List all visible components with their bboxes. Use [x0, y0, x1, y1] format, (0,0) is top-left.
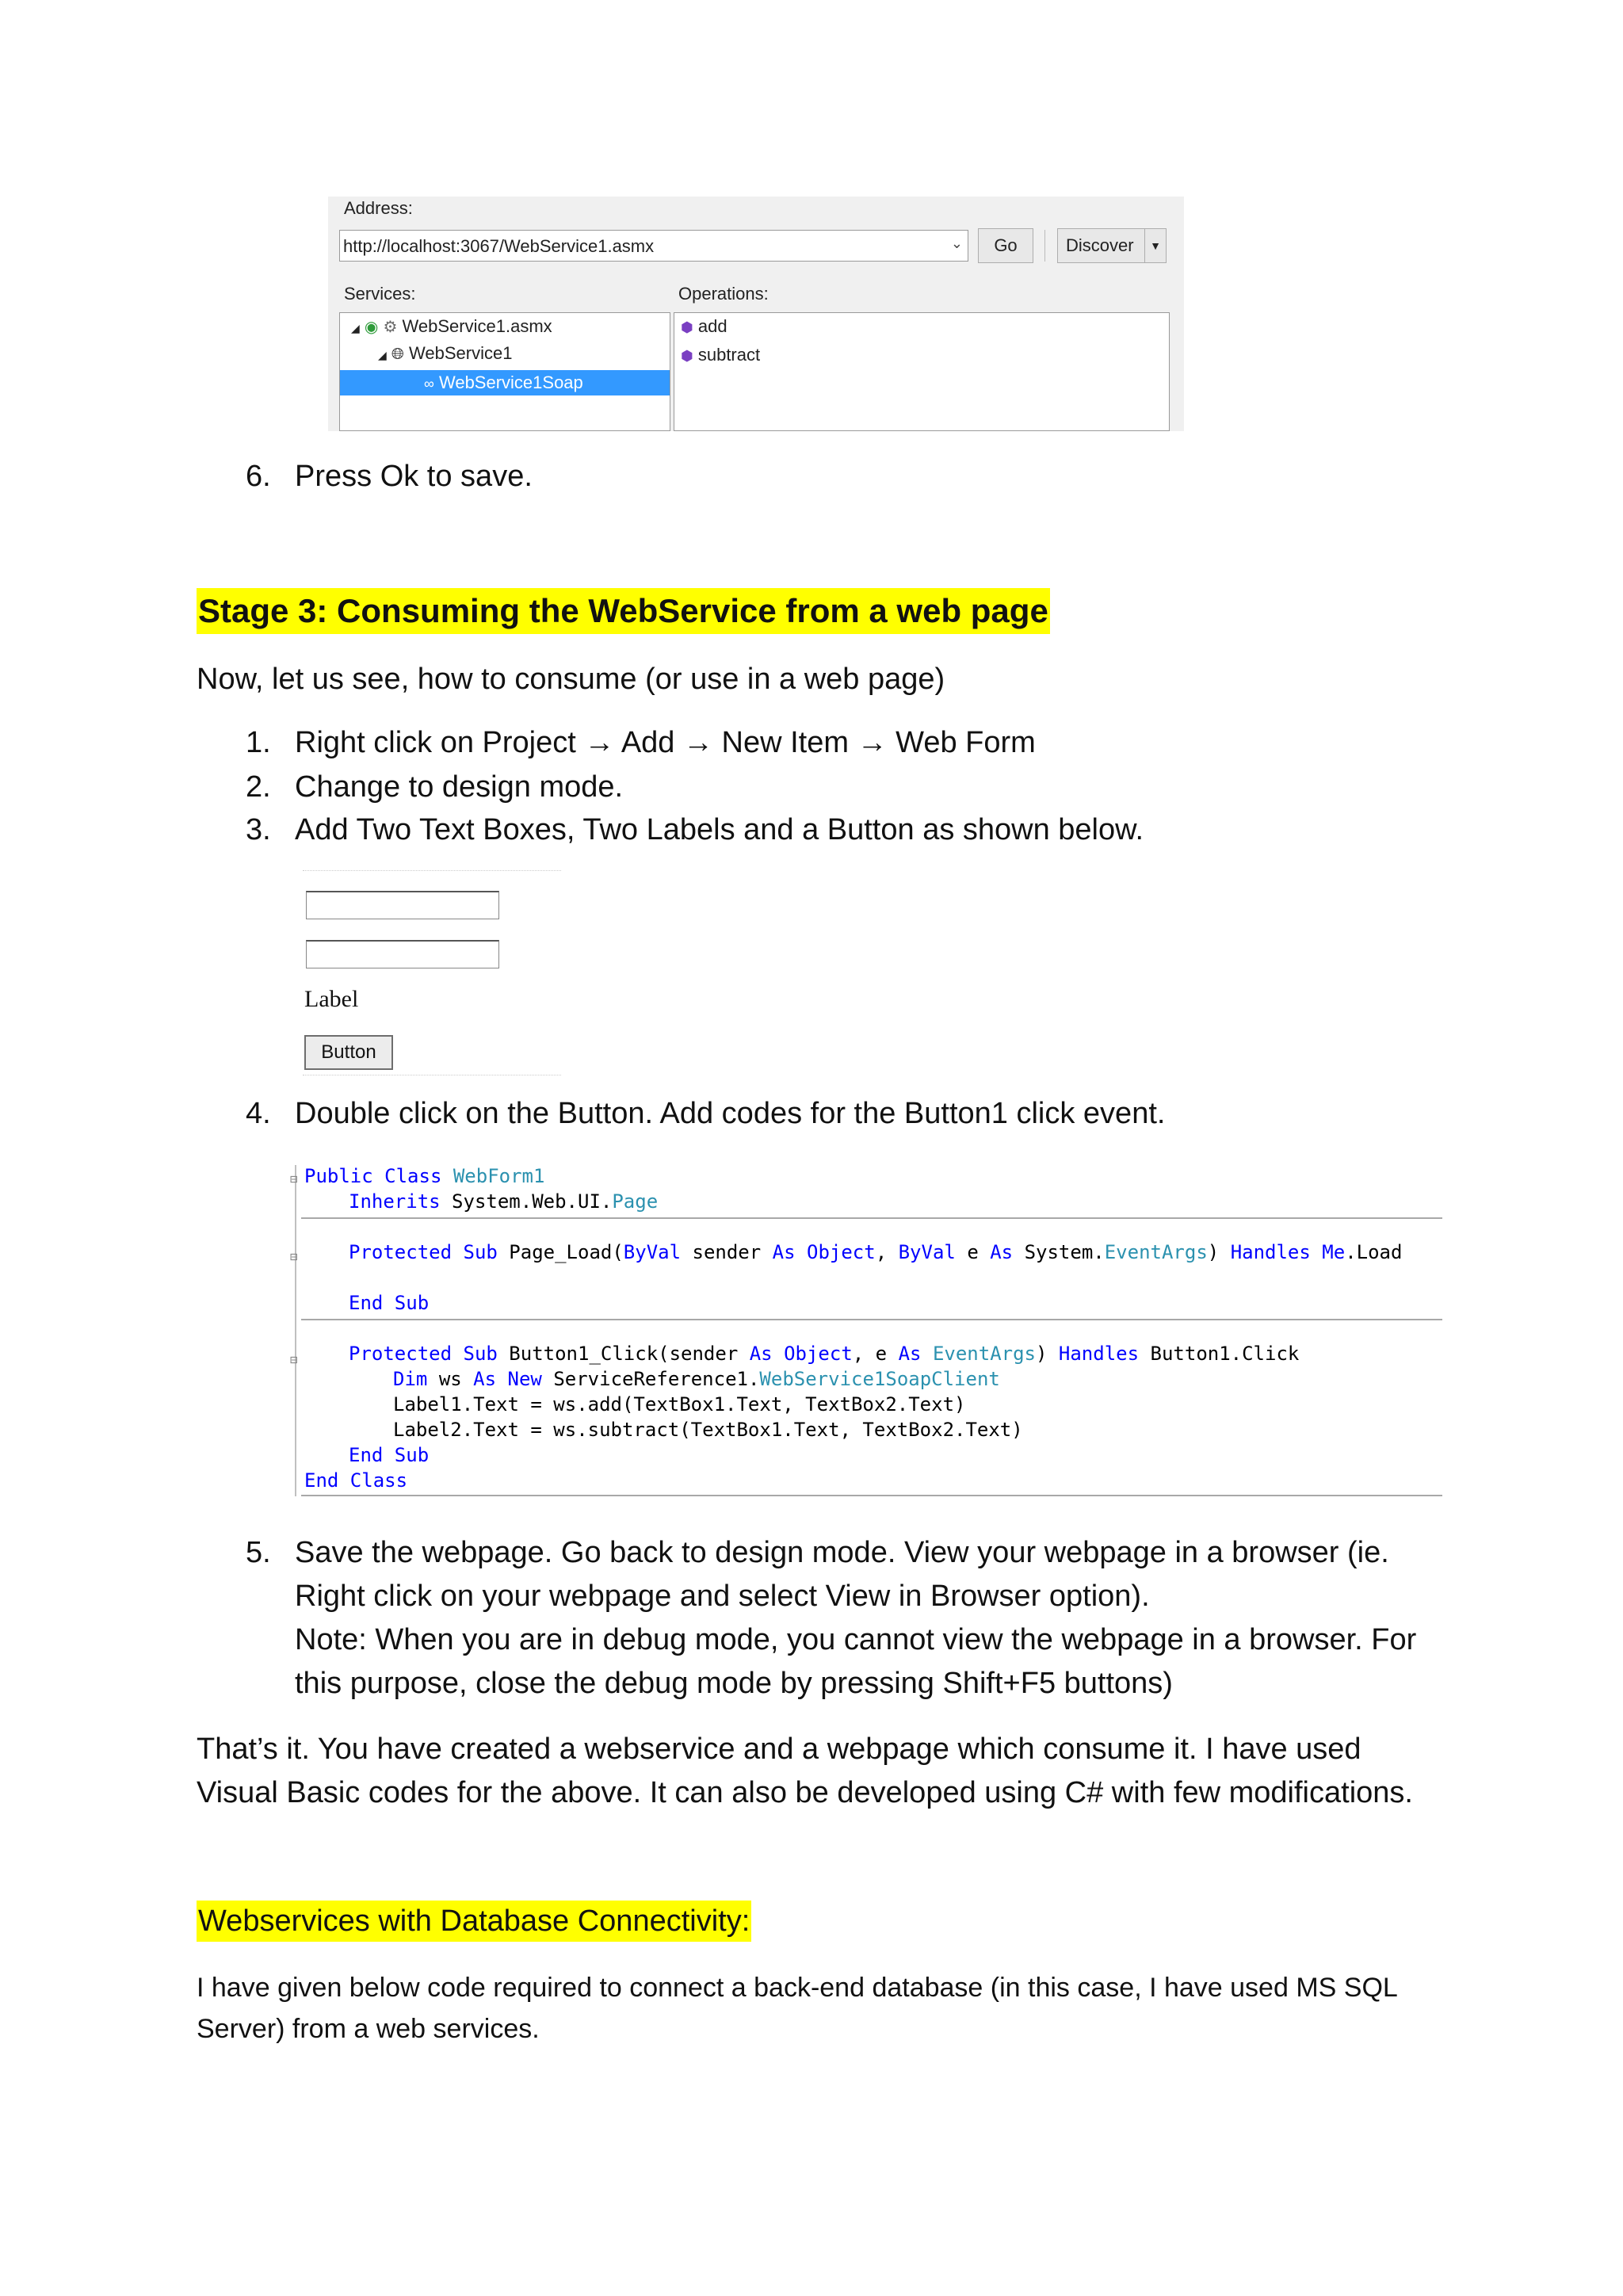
- services-tree[interactable]: [339, 312, 670, 431]
- button-control[interactable]: Button: [304, 1035, 393, 1070]
- tree-label: WebService1.asmx: [402, 316, 552, 336]
- go-button[interactable]: Go: [978, 228, 1033, 263]
- tree-item-asmx[interactable]: [351, 316, 552, 337]
- dropdown-arrow-icon[interactable]: ▼: [1144, 229, 1166, 262]
- address-value: http://localhost:3067/WebService1.asmx: [343, 236, 655, 256]
- db-section-line: Server) from a web services.: [197, 2014, 540, 2044]
- code-line-5: Protected Sub Button1_Click(sender As Object, e As EventArgs) Handles Button1.Click: [349, 1343, 1300, 1365]
- collapse-icon[interactable]: ⊟: [290, 1171, 298, 1186]
- step-text: Right click on Project → Add → New Item → Web Form: [295, 726, 1036, 759]
- step-number: 2.: [246, 770, 271, 804]
- db-section-heading: Webservices with Database Connectivity:: [197, 1901, 751, 1942]
- collapse-icon[interactable]: ⊟: [290, 1352, 298, 1367]
- db-section-line: I have given below code required to connect a back-end database (in this case, I have used MS SQL: [197, 1973, 1398, 2003]
- design-surface-border: [303, 1075, 561, 1076]
- conclusion-line: Visual Basic codes for the above. It can also be developed using C# with few modifications.: [197, 1776, 1413, 1809]
- textbox1[interactable]: [306, 891, 499, 919]
- step-text: Add Two Text Boxes, Two Labels and a Button as shown below.: [295, 813, 1144, 846]
- code-line-3: Protected Sub Page_Load(ByVal sender As Object, ByVal e As System.EventArgs) Handles Me.Load: [349, 1241, 1403, 1263]
- operation-label: subtract: [697, 345, 761, 365]
- collapse-icon[interactable]: ⊟: [290, 1249, 298, 1264]
- code-line-9: End Sub: [349, 1444, 430, 1466]
- step-number: 1.: [246, 726, 271, 759]
- stage3-intro: Now, let us see, how to consume (or use in a web page): [197, 663, 945, 696]
- operations-label: Operations:: [678, 284, 769, 304]
- code-gutter-line: [295, 1165, 296, 1496]
- step-4-text: Double click on the Button. Add codes for the Button1 click event.: [295, 1097, 1166, 1130]
- step-6-number: 6.: [246, 460, 271, 493]
- code-line-6: Dim ws As New ServiceReference1.WebService1SoapClient: [393, 1368, 1000, 1390]
- tree-item-soap[interactable]: [340, 370, 670, 395]
- address-label: Address:: [344, 198, 413, 218]
- method-cube-icon: ⬢: [681, 319, 693, 335]
- code-line-1: Public Class WebForm1: [304, 1165, 545, 1187]
- code-separator: [301, 1495, 1442, 1496]
- expand-triangle-icon[interactable]: ◢: [351, 322, 360, 334]
- tree-item-webservice[interactable]: [378, 343, 512, 364]
- textbox2[interactable]: [306, 940, 499, 968]
- services-label: Services:: [344, 284, 416, 304]
- chevron-down-icon[interactable]: ⌄: [950, 235, 963, 251]
- step-5-number: 5.: [246, 1536, 271, 1569]
- operation-label: add: [697, 316, 727, 336]
- step-4-number: 4.: [246, 1097, 271, 1130]
- step-number: 3.: [246, 813, 271, 846]
- step-5-line: Right click on your webpage and select View in Browser option).: [295, 1580, 1150, 1613]
- operation-item[interactable]: [681, 345, 760, 365]
- web-service-icon: ⚙: [383, 319, 398, 336]
- code-separator: [301, 1319, 1442, 1320]
- service-status-icon: ◉: [364, 319, 379, 336]
- web-form-design-preview: [303, 870, 561, 1076]
- code-line-7: Label1.Text = ws.add(TextBox1.Text, TextBox2.Text): [393, 1393, 966, 1415]
- method-cube-icon: ⬢: [681, 348, 693, 364]
- code-line-10: End Class: [304, 1469, 408, 1492]
- toolbar-divider: [1044, 230, 1045, 262]
- tree-label: WebService1: [409, 343, 513, 363]
- label-control: Label: [304, 986, 359, 1012]
- operation-item[interactable]: [681, 316, 727, 337]
- operations-list[interactable]: [674, 312, 1170, 431]
- step-text: Change to design mode.: [295, 770, 624, 804]
- expand-triangle-icon[interactable]: ◢: [378, 349, 387, 361]
- code-line-8: Label2.Text = ws.subtract(TextBox1.Text, TextBox2.Text): [393, 1419, 1023, 1441]
- tree-label: WebService1Soap: [438, 372, 583, 392]
- service-reference-dialog: [328, 197, 1184, 431]
- address-input[interactable]: [339, 230, 968, 262]
- step-6-text: Press Ok to save.: [295, 460, 533, 493]
- step-5-line: Note: When you are in debug mode, you cannot view the webpage in a browser. For: [295, 1623, 1417, 1656]
- code-line-4: End Sub: [349, 1292, 430, 1314]
- discover-button[interactable]: [1057, 228, 1167, 263]
- stage3-heading: Stage 3: Consuming the WebService from a web page: [197, 588, 1050, 634]
- discover-label: Discover: [1066, 235, 1134, 255]
- code-line-2: Inherits System.Web.UI.Page: [349, 1190, 659, 1213]
- code-separator: [301, 1217, 1442, 1219]
- globe-icon: 🌐︎: [391, 346, 404, 363]
- step-5-line: this purpose, close the debug mode by pressing Shift+F5 buttons): [295, 1667, 1173, 1700]
- conclusion-line: That’s it. You have created a webservice and a webpage which consume it. I have used: [197, 1733, 1361, 1766]
- vb-code-editor: [290, 1159, 1442, 1499]
- soap-endpoint-icon: ∞: [424, 376, 434, 392]
- step-5-line: Save the webpage. Go back to design mode. View your webpage in a browser (ie.: [295, 1536, 1389, 1569]
- design-surface-border: [303, 870, 561, 872]
